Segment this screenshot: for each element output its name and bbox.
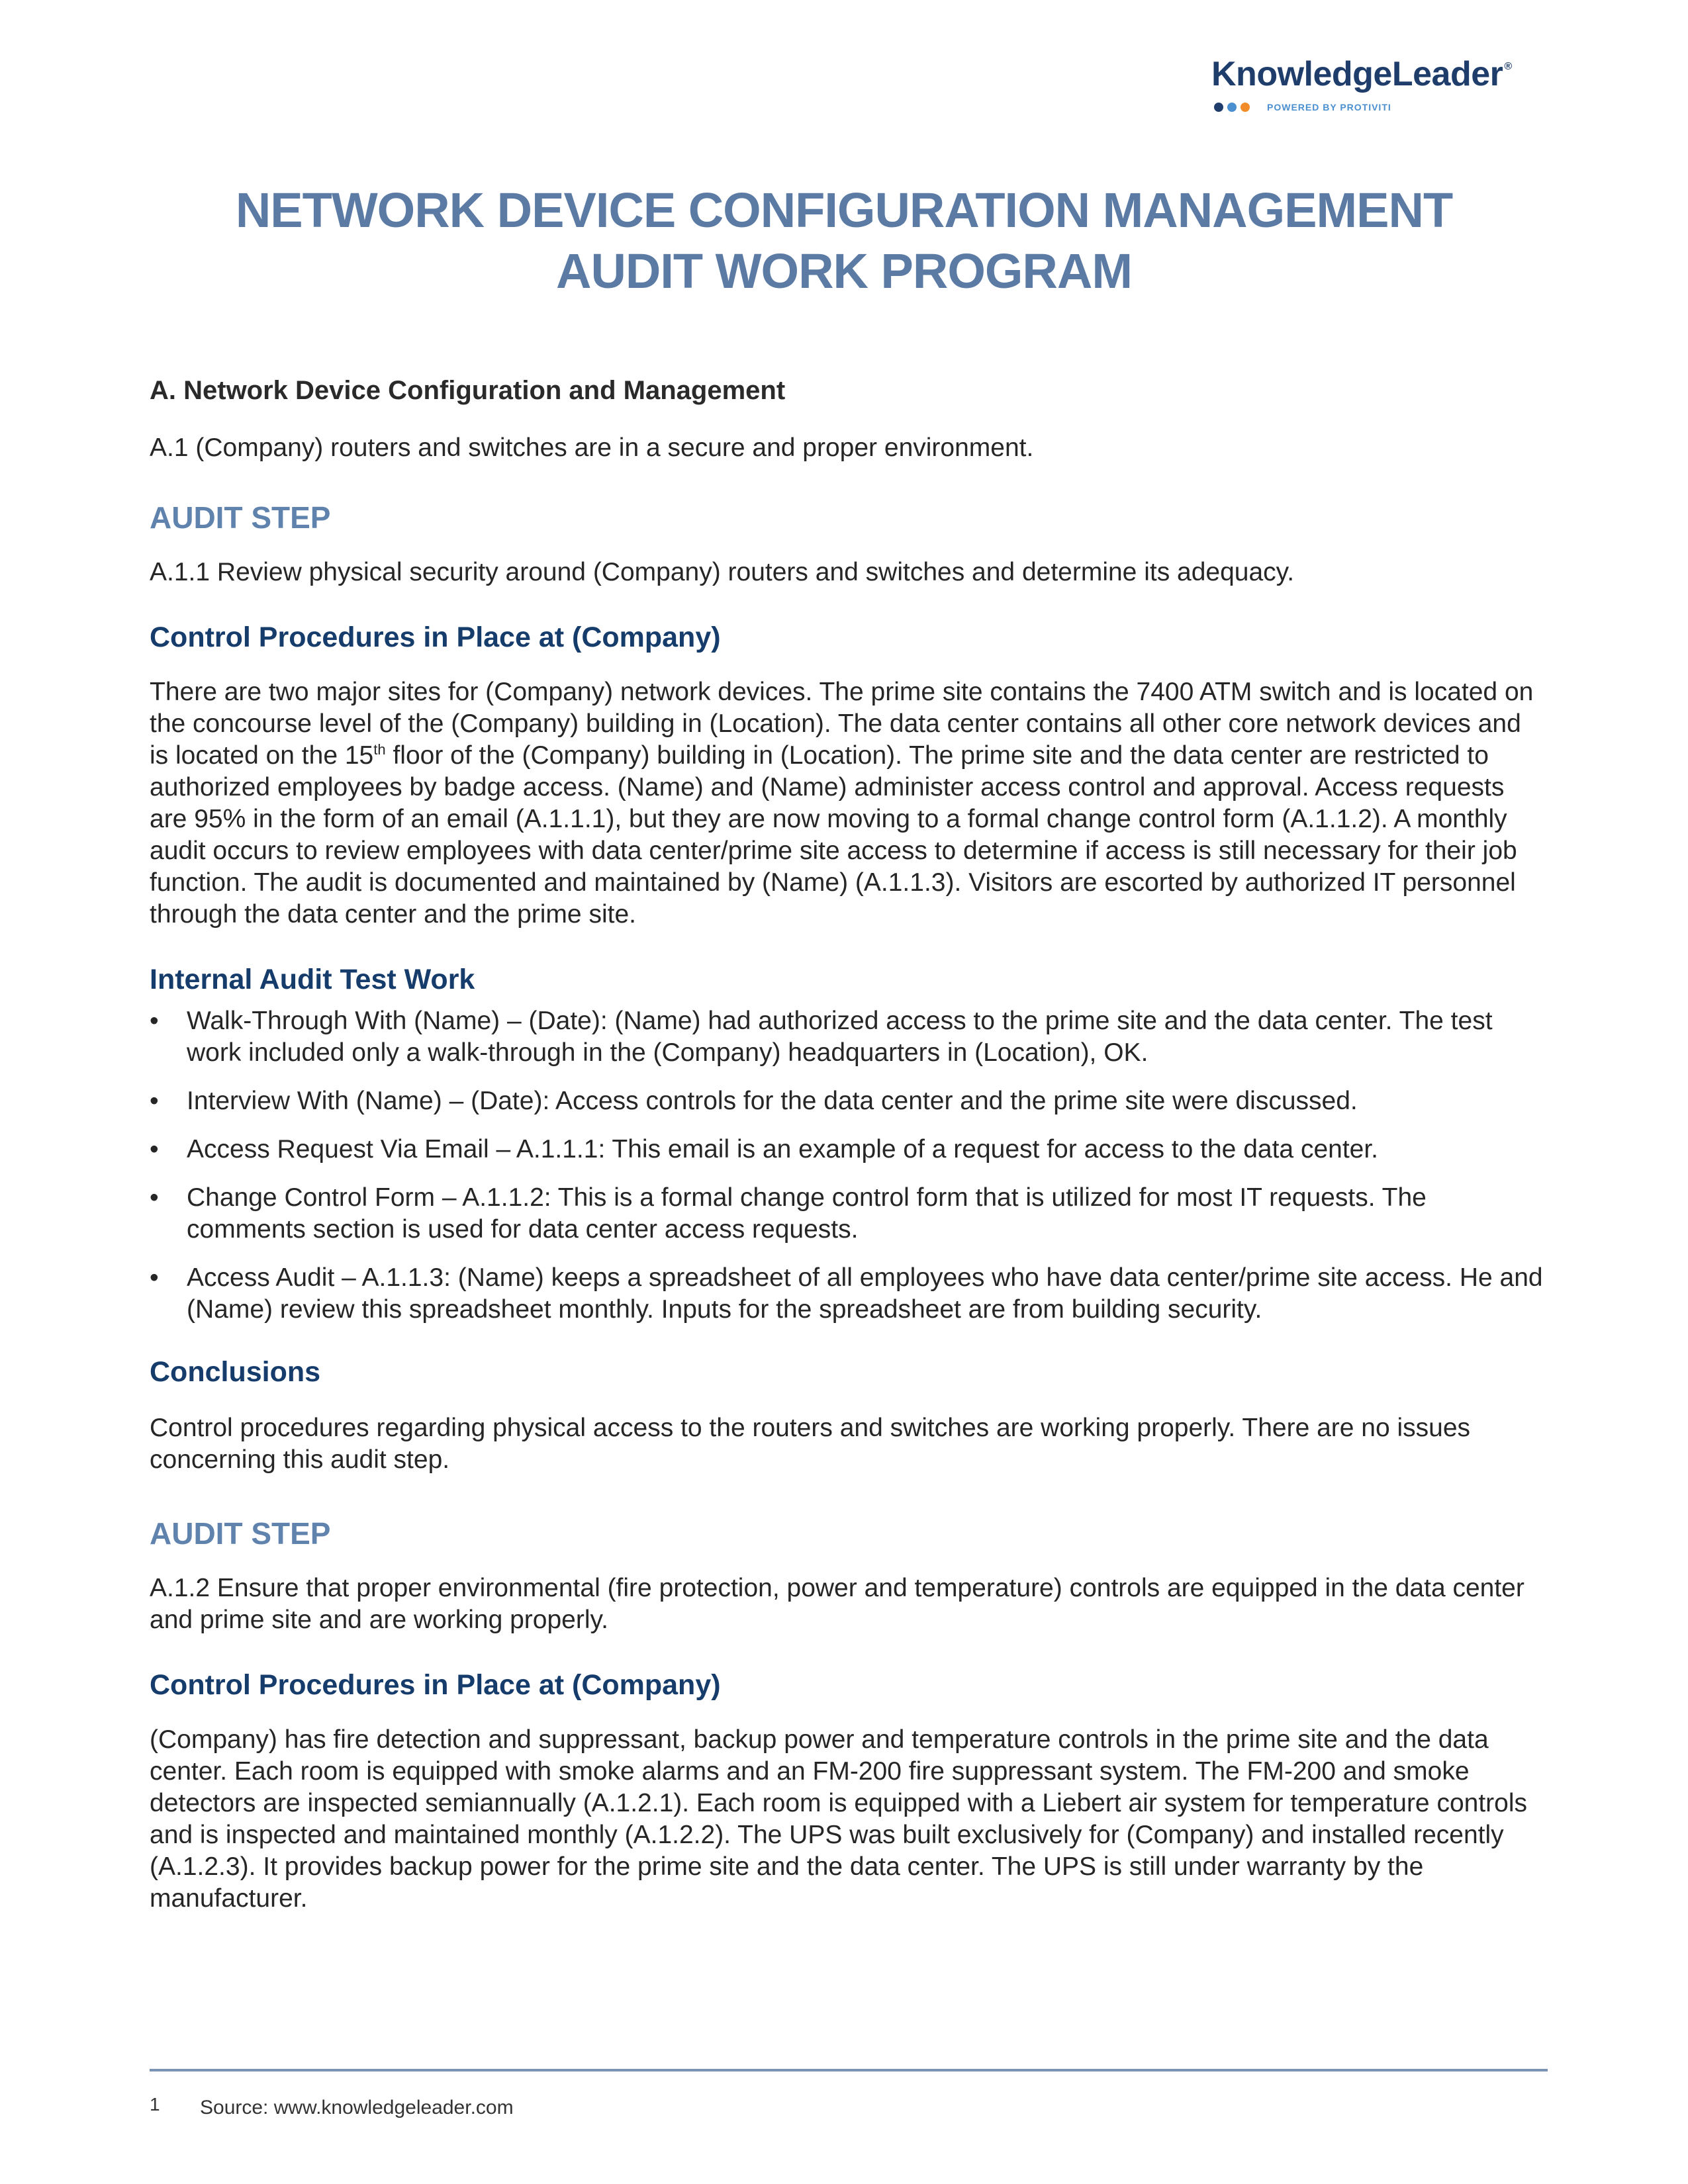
title-line-1: NETWORK DEVICE CONFIGURATION MANAGEMENT	[235, 183, 1453, 238]
page-footer	[150, 2094, 514, 2119]
bullet-icon: •	[150, 1007, 159, 1035]
document-title	[0, 180, 1688, 302]
audit-step-1-text: A.1.1 Review physical security around (Company) routers and switches and determine its adequacy.	[150, 558, 1295, 586]
audit-step-1-label: AUDIT STEP	[150, 500, 331, 535]
bullet-icon: •	[150, 1135, 159, 1163]
control-procedures-2-heading: Control Procedures in Place at (Company)	[150, 1669, 721, 1701]
control-procedures-2-text: (Company) has fire detection and suppressant, backup power and temperature controls in the prime site and the data center. Each room is equipped with smoke alarms and an FM-200 fire suppressant system. The FM-200 and smoke detectors are inspected semiannually (A.1.2.1). Each room is equipped with a Liebert air system for temperature controls and is inspected and maintained monthly (A.1.2.2). The UPS was built exclusively for (Company) and installed recently (A.1.2.3). It provides backup power for the prime site and the data center. The UPS is still under warranty by the manufacturer.	[150, 1725, 1528, 1913]
list-item: • Interview With (Name) – (Date): Access controls for the data center and the prime site were discussed.	[150, 1085, 1546, 1117]
logo-dot-navy-icon	[1214, 103, 1223, 112]
bullet-icon: •	[150, 1087, 159, 1115]
control-procedures-1-heading: Control Procedures in Place at (Company)	[150, 621, 721, 653]
logo-dot-orange-icon	[1241, 103, 1250, 112]
list-item: • Change Control Form – A.1.1.2: This is a formal change control form that is utilized for most IT requests. The comments section is used for data center access requests.	[150, 1183, 1427, 1244]
test-work-heading: Internal Audit Test Work	[150, 964, 475, 995]
test-work-list	[150, 1005, 1546, 1326]
trademark-symbol: ®	[1504, 61, 1512, 72]
control-procedures-1-text: There are two major sites for (Company) network devices. The prime site contains the 7400 ATM switch and is located on the concourse level of the (Company) building in (Location). The data center contains all other core network devices and is located on the 15th floor of the (Company) building in (Location). The prime site and the data center are restricted to authorized employees by badge access. (Name) and (Name) administer access control and approval. Access requests are 95% in the form of an email (A.1.1.1), but they are now moving to a formal change control form (A.1.1.2). A monthly audit occurs to review employees with data center/prime site access to determine if access is still necessary for their job function. The audit is documented and maintained by (Name) (A.1.1.3). Visitors are escorted by authorized IT personnel through the data center and the prime site.	[150, 678, 1534, 929]
section-a-heading: A. Network Device Configuration and Management	[150, 376, 786, 405]
logo-dot-blue-icon	[1227, 103, 1237, 112]
footer-divider	[150, 2069, 1548, 2071]
source-text: Source: www.knowledgeleader.com	[200, 2097, 514, 2118]
conclusions-heading: Conclusions	[150, 1356, 321, 1388]
bullet-icon: •	[150, 1183, 159, 1212]
audit-step-2-label: AUDIT STEP	[150, 1516, 331, 1551]
page-number: 1	[150, 2094, 160, 2115]
section-a-intro: A.1 (Company) routers and switches are in a secure and proper environment.	[150, 433, 1034, 462]
logo-tagline: POWERED BY PROTIVITI	[1267, 102, 1391, 113]
list-item: • Walk-Through With (Name) – (Date): (Name) had authorized access to the prime site and the data center. The test work included only a walk-through in the (Company) headquarters in (Location), OK.	[150, 1007, 1493, 1067]
title-line-2: AUDIT WORK PROGRAM	[556, 244, 1132, 298]
knowledgeleader-logo	[1211, 54, 1542, 113]
audit-step-2-text: A.1.2 Ensure that proper environmental (fire protection, power and temperature) controls are equipped in the data center and prime site and are working properly.	[150, 1574, 1524, 1634]
conclusions-text: Control procedures regarding physical access to the routers and switches are working properly. There are no issues concerning this audit step.	[150, 1414, 1471, 1474]
bullet-icon: •	[150, 1263, 159, 1292]
list-item: • Access Request Via Email – A.1.1.1: This email is an example of a request for access to the data center.	[150, 1134, 1546, 1165]
list-item: • Access Audit – A.1.1.3: (Name) keeps a spreadsheet of all employees who have data center/prime site access. He and (Name) review this spreadsheet monthly. Inputs for the spreadsheet are from building security.	[150, 1263, 1543, 1324]
logo-wordmark: KnowledgeLeader ®	[1211, 55, 1512, 93]
document-body	[150, 376, 1546, 1915]
